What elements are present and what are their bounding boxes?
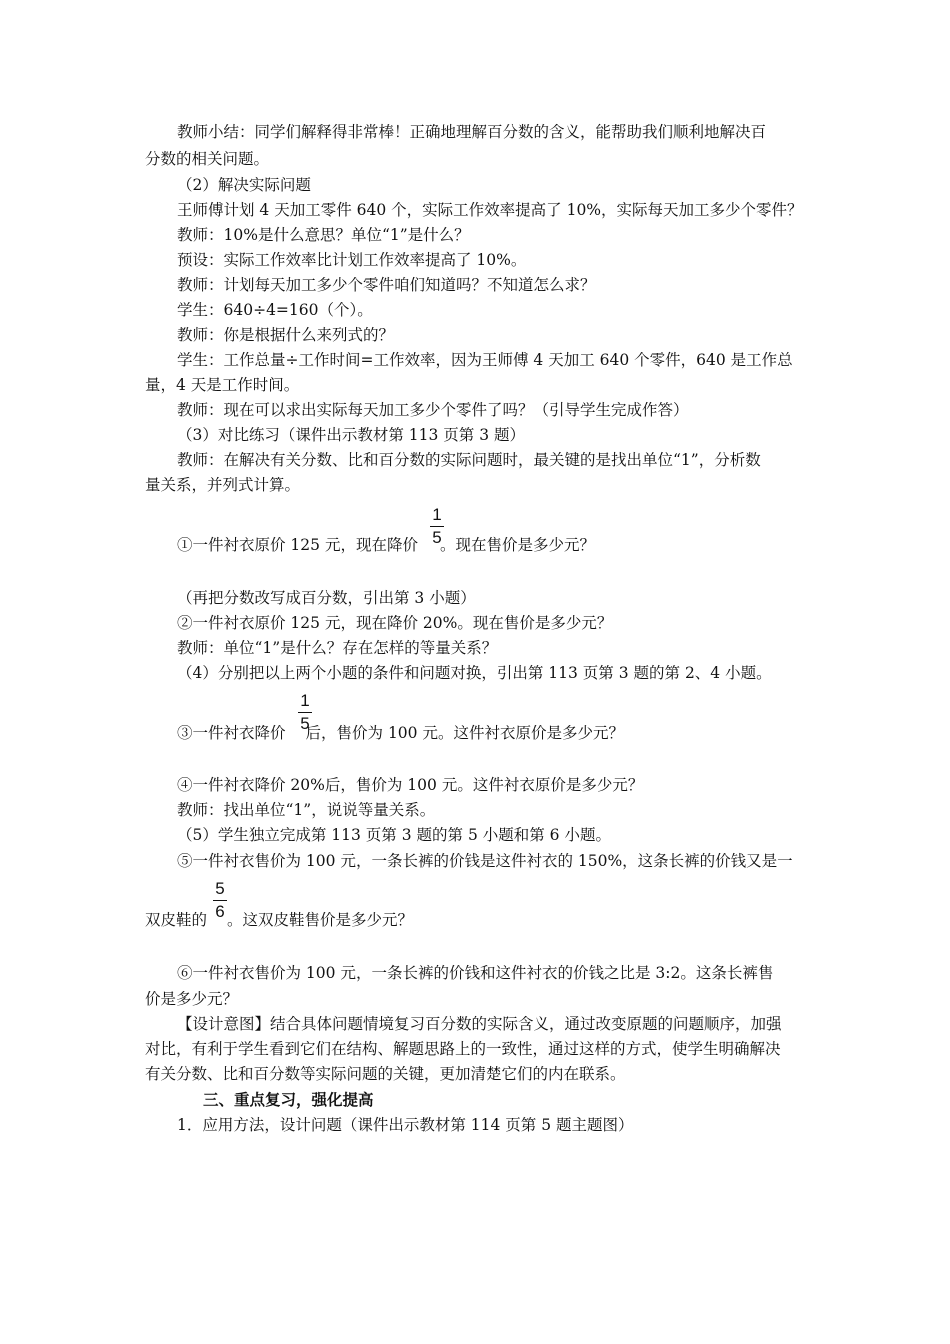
- paragraph-line: 量，4 天是工作时间。: [145, 376, 300, 394]
- paragraph-line: 教师小结：同学们解释得非常棒！正确地理解百分数的含义，能帮助我们顺利地解决百: [177, 123, 767, 141]
- question-3-before: ③一件衬衣降价: [177, 724, 286, 742]
- fraction-five-sixths: [213, 880, 227, 921]
- design-intent-line: 对比，有利于学生看到它们在结构、解题思路上的一致性，通过这样的方式，使学生明确解决: [145, 1040, 781, 1058]
- question-4: ④一件衬衣降价 20%后，售价为 100 元。这件衬衣原价是多少元？: [177, 776, 644, 794]
- paragraph-line: （再把分数改写成百分数，引出第 3 小题）: [177, 589, 476, 607]
- paragraph-line: 教师：现在可以求出实际每天加工多少个零件了吗？（引导学生完成作答）: [177, 401, 689, 419]
- paragraph-line: 学生：640÷4=160（个）。: [177, 301, 373, 319]
- paragraph-line: 教师：单位“1”是什么？存在怎样的等量关系？: [177, 639, 498, 657]
- subheading: （2）解决实际问题: [177, 176, 311, 194]
- question-2: ②一件衬衣原价 125 元，现在降价 20%。现在售价是多少元？: [177, 614, 613, 632]
- fraction-numerator: 5: [215, 879, 225, 898]
- paragraph-line: 量关系，并列式计算。: [145, 476, 301, 494]
- fraction-denominator: 6: [215, 902, 225, 922]
- question-3: [177, 722, 624, 744]
- paragraph-line: 教师：你是根据什么来列式的？: [177, 326, 395, 344]
- design-intent-line: 有关分数、比和百分数等实际问题的关键，更加清楚它们的内在联系。: [145, 1065, 626, 1083]
- question-1-before: ①一件衬衣原价 125 元，现在降价: [177, 536, 418, 554]
- fraction-one-fifth: [298, 692, 312, 733]
- section-title: 三、重点复习，强化提高: [203, 1090, 374, 1109]
- question-6: ⑥一件衬衣售价为 100 元，一条长裤的价钱和这件衬衣的价钱之比是 3:2。这条长裤售: [177, 964, 774, 982]
- question-5-before: 双皮鞋的: [145, 911, 208, 929]
- subheading: （3）对比练习（课件出示教材第 113 页第 3 题）: [177, 426, 526, 444]
- fraction-bar: [430, 526, 444, 527]
- fraction-denominator: 5: [300, 714, 310, 734]
- design-intent-line: 【设计意图】结合具体问题情境复习百分数的实际含义，通过改变原题的问题顺序，加强: [177, 1015, 782, 1033]
- question-5-after: 。这双皮鞋售价是多少元？: [227, 911, 414, 929]
- paragraph-line: 分数的相关问题。: [145, 150, 270, 168]
- question-5-continued: [145, 909, 413, 931]
- paragraph-line: 教师：计划每天加工多少个零件咱们知道吗？不知道怎么求？: [177, 276, 596, 294]
- paragraph-line: 教师：10%是什么意思？单位“1”是什么？: [177, 226, 470, 244]
- fraction-numerator: 1: [300, 691, 310, 710]
- subheading: （5）学生独立完成第 113 页第 3 题的第 5 小题和第 6 小题。: [177, 826, 611, 844]
- fraction-one-fifth: [430, 506, 444, 547]
- question-1: [177, 534, 595, 556]
- paragraph-line: 教师：在解决有关分数、比和百分数的实际问题时，最关键的是找出单位“1”，分析数: [177, 451, 761, 469]
- question-1-after: 。现在售价是多少元？: [439, 536, 595, 554]
- question-3-after: 后，售价为 100 元。这件衬衣原价是多少元？: [305, 724, 624, 742]
- paragraph-line: 预设：实际工作效率比计划工作效率提高了 10%。: [177, 251, 527, 269]
- fraction-bar: [298, 712, 312, 713]
- fraction-denominator: 5: [432, 528, 442, 548]
- paragraph-line: 价是多少元？: [145, 990, 239, 1008]
- paragraph-line: 教师：找出单位“1”，说说等量关系。: [177, 801, 436, 819]
- paragraph-line: 1．应用方法，设计问题（课件出示教材第 114 页第 5 题主题图）: [177, 1116, 634, 1134]
- question-5: ⑤一件衬衣售价为 100 元，一条长裤的价钱是这件衬衣的 150%，这条长裤的价钱又是一: [177, 852, 793, 870]
- fraction-numerator: 1: [432, 505, 442, 524]
- paragraph-line: 王师傅计划 4 天加工零件 640 个，实际工作效率提高了 10%，实际每天加工多少个零件？: [177, 201, 803, 219]
- subheading: （4）分别把以上两个小题的条件和问题对换，引出第 113 页第 3 题的第 2、4 小题。: [177, 664, 772, 682]
- paragraph-line: 学生：工作总量÷工作时间=工作效率，因为王师傅 4 天加工 640 个零件，640 是工作总: [177, 351, 793, 369]
- fraction-bar: [213, 900, 227, 901]
